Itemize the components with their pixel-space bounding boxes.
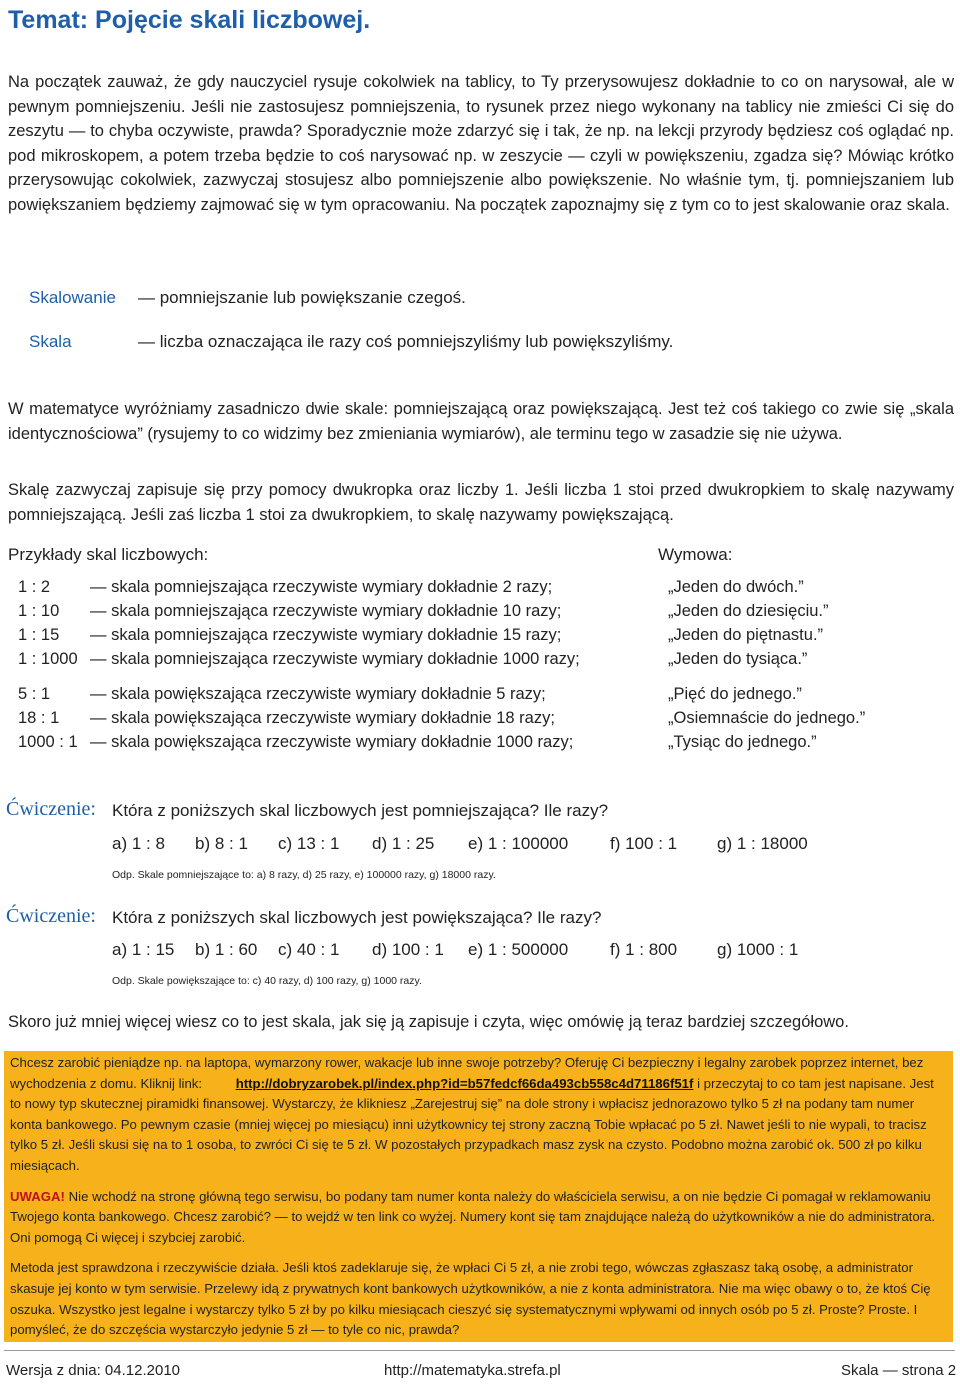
example-pronunciation: „Osiemnaście do jednego.”: [668, 709, 866, 727]
example-description: — skala pomniejszająca rzeczywiste wymiary dokładnie 15 razy;: [90, 626, 562, 644]
closing-paragraph: Skoro już mniej więcej wiesz co to jest skala, jak się ją zapisuje i czyta, więc omówię ją teraz bardziej szczegółowo.: [8, 1013, 849, 1031]
list-item: [0, 650, 960, 672]
example-description: — skala pomniejszająca rzeczywiste wymiary dokładnie 2 razy;: [90, 578, 553, 596]
definition-term-skalowanie: Skalowanie: [29, 288, 116, 307]
example-scale: 1000 : 1: [18, 733, 78, 751]
example-scale: 5 : 1: [18, 685, 51, 703]
footer-divider: [4, 1350, 955, 1351]
example-scale: 1 : 1000: [18, 650, 78, 668]
example-description: — skala powiększająca rzeczywiste wymiary dokładnie 5 razy;: [90, 685, 546, 703]
definition-text-skalowanie: — pomniejszanie lub powiększanie czegoś.: [138, 288, 466, 307]
example-description: — skala pomniejszająca rzeczywiste wymiary dokładnie 10 razy;: [90, 602, 562, 620]
ad-paragraph: Metoda jest sprawdzona i rzeczywiście działa. Jeśli ktoś zadeklaruje się, że wpłaci Ci 5 zł, a nie zrobi tego, wówczas zgłaszasz taką osobę, a administrator skasuje jej konto w tym serwisie. Przelewy idą z prywatnych kont bankowych użytkowników, a nie z konta administratora. Nie ma więc obawy o to, że ktoś Cię oszuka. Wszystko jest legalne i wystarczy tylko 5 zł by po kilku miesiącach cieszyć się systematycznymi wpływami od innych osób po 5 zł. Proste? Proste. I pomyśleć, że do szczęścia wystarczyło jedynie 5 zł — to tyle co nic, prawda?: [10, 1260, 931, 1338]
exercise-option: b) 8 : 1: [195, 834, 248, 853]
exercise-option: e) 1 : 100000: [468, 834, 569, 853]
exercise-label: Ćwiczenie:: [6, 798, 96, 820]
intro-paragraph: Na początek zauważ, że gdy nauczyciel rysuje cokolwiek na tablicy, to Ty przerysowujesz dokładnie to co on narysował, ale w pewnym pomniejszeniu. Jeśli nie zastosujesz pomniejszenia, to rysunek przez niego wykonany na tablicy nie zmieści Ci się do zeszytu — to chyba oczywiste, prawda? Sporadycznie może zdarzyć się i tak, że np. na lekcji przyrody będziesz coś oglądać np. pod mikroskopem, a potem trzeba będzie to coś narysować np. w zeszycie — czyli w powiększeniu, zgadza się? Mówiąc krótko przerysowując cokolwiek, zazwyczaj stosujesz albo pomniejszenie albo powiększenie. No właśnie tym, tj. pomniejszaniem lub powiększaniem będziemy zajmować się w tym opracowaniu. Na początek zapoznajmy się z tym co to jest skalowanie oraz skala.: [8, 73, 954, 214]
exercise-option: f) 100 : 1: [610, 834, 678, 853]
example-scale: 1 : 10: [18, 602, 60, 620]
list-item: [0, 602, 960, 624]
example-description: — skala pomniejszająca rzeczywiste wymiary dokładnie 1000 razy;: [90, 650, 580, 668]
ad-paragraph: [10, 1187, 947, 1249]
list-item: [0, 733, 960, 755]
definition-term-skala: Skala: [29, 332, 72, 351]
exercise-option: g) 1000 : 1: [717, 940, 799, 959]
exercise-option: b) 1 : 60: [195, 940, 258, 959]
example-pronunciation: „Jeden do dwóch.”: [668, 578, 804, 596]
exercise-options: [0, 834, 960, 858]
examples-header: Przykłady skal liczbowych:: [8, 545, 209, 564]
list-item: [0, 685, 960, 707]
example-scale: 1 : 2: [18, 578, 51, 596]
example-pronunciation: „Pięć do jednego.”: [668, 685, 802, 703]
list-item: [0, 626, 960, 648]
exercise-option: a) 1 : 15: [112, 940, 175, 959]
example-scale: 1 : 15: [18, 626, 60, 644]
example-description: — skala powiększająca rzeczywiste wymiary dokładnie 1000 razy;: [90, 733, 574, 751]
ad-warning-label: UWAGA!: [10, 1188, 65, 1204]
ad-text: Chcesz zarobić pieniądze np. na laptopa, wymarzony rower, wakacje lub inne swoje potrzeby? Oferuję Ci bezpieczny i legalny zarobek poprzez internet, bez wychodzenia z domu. Kliknij link:: [10, 1055, 924, 1091]
exercise-option: d) 100 : 1: [372, 940, 444, 959]
exercise-options: [0, 940, 960, 964]
example-pronunciation: „Tysiąc do jednego.”: [668, 733, 817, 751]
ad-paragraph: [10, 1053, 947, 1177]
ad-text: Nie wchodź na stronę główną tego serwisu, bo podany tam numer konta należy do właściciela serwisu, a on nie będzie Ci pomagał w reklamowaniu Twojego konta bankowego. Chcesz zarobić? — to wejdź w ten link co wyżej. Numery kont się tam znajdujące należą do użytkowników a nie do administratora. Oni pomogą Ci więcej i szybciej zarobić.: [10, 1188, 936, 1245]
exercise-answer: Odp. Skale powiększające to: c) 40 razy, d) 100 razy, g) 1000 razy.: [112, 975, 422, 987]
footer-url[interactable]: http://matematyka.strefa.pl: [384, 1362, 561, 1379]
example-pronunciation: „Jeden do tysiąca.”: [668, 650, 808, 668]
example-scale: 18 : 1: [18, 709, 60, 727]
list-item: [0, 578, 960, 600]
exercise-option: g) 1 : 18000: [717, 834, 808, 853]
example-pronunciation: „Jeden do dziesięciu.”: [668, 602, 829, 620]
example-description: — skala powiększająca rzeczywiste wymiary dokładnie 18 razy;: [90, 709, 555, 727]
paragraph-scale-notation: Skalę zazwyczaj zapisuje się przy pomocy dwukropka oraz liczby 1. Jeśli liczba 1 stoi przed dwukropkiem to skalę nazywamy pomniejszającą. Jeśli zaś liczba 1 stoi za dwukropkiem, to skalę nazywamy powiększającą.: [8, 481, 954, 524]
pronunciation-header: Wymowa:: [658, 545, 733, 564]
list-item: [0, 709, 960, 731]
exercise-answer: Odp. Skale pomniejszające to: a) 8 razy, d) 25 razy, e) 100000 razy, g) 18000 razy.: [112, 869, 496, 881]
exercise-option: f) 1 : 800: [610, 940, 678, 959]
ad-text: i przeczytaj to co tam jest napisane. Jest to nowy typ skutecznej piramidki finansowej. Wystarczy, że klikniesz „Zarejestruj się” na dole strony i wpłacisz jednorazowo tylko 5 zł na podany tam numer konta bankowego. Po pewnym czasie (mniej więcej po miesiącu) inni użytkownicy tej strony zaczną Tobie wpłacać po 5 zł. Nawet jeśli to nie wypali, to tracisz tylko 5 zł. Jeśli skusi się na to 1 osoba, to zwróci Ci się te 5 zł. W pozostałych przypadkach masz zysk na czysto. Podobno można zarobić ok. 500 zł po kilku miesiącach.: [10, 1075, 934, 1173]
ad-link[interactable]: http://dobryzarobek.pl/index.php?id=b57fedcf66da493cb558c4d71186f51f: [235, 1075, 694, 1091]
footer-page-number: Skala — strona 2: [841, 1362, 957, 1379]
exercise-option: c) 40 : 1: [278, 940, 340, 959]
definition-text-skala: — liczba oznaczająca ile razy coś pomniejszyliśmy lub powiększyliśmy.: [138, 332, 674, 351]
exercise-label: Ćwiczenie:: [6, 905, 96, 927]
exercise-option: d) 1 : 25: [372, 834, 435, 853]
page-title: Temat: Pojęcie skali liczbowej.: [8, 6, 371, 34]
exercise-option: a) 1 : 8: [112, 834, 165, 853]
exercise-question: Która z poniższych skal liczbowych jest powiększająca? Ile razy?: [112, 908, 602, 927]
advertisement-box: [4, 1051, 953, 1342]
exercise-question: Która z poniższych skal liczbowych jest pomniejszająca? Ile razy?: [112, 801, 609, 820]
paragraph-two-scales: W matematyce wyróżniamy zasadniczo dwie skale: pomniejszającą oraz powiększającą. Jest też coś takiego co zwie się „skala identycznościowa” (rysujemy to co widzimy bez zmieniania wymiarów), ale terminu tego w zasadzie się nie używa.: [8, 400, 954, 443]
footer-version: Wersja z dnia: 04.12.2010: [6, 1362, 181, 1379]
exercise-option: e) 1 : 500000: [468, 940, 569, 959]
example-pronunciation: „Jeden do piętnastu.”: [668, 626, 824, 644]
exercise-option: c) 13 : 1: [278, 834, 340, 853]
